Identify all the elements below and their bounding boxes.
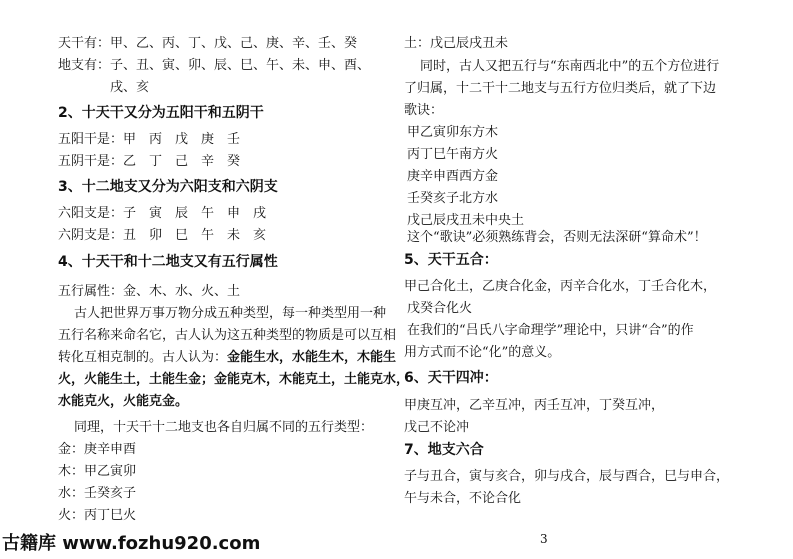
- text-line: 甲己合化土，乙庚合化金，丙辛合化水，丁壬合化木，: [404, 279, 717, 294]
- paragraph-line: 古人把世界万事万物分成五种类型，每一种类型用一种: [74, 306, 387, 321]
- section-heading: 4、十天干和十二地支又有五行属性: [58, 254, 278, 270]
- paragraph-line: [58, 349, 396, 367]
- section-heading: 6、天干四冲：: [404, 370, 498, 386]
- text-line: 土：戊己辰戌丑未: [404, 36, 509, 51]
- site-watermark: 古籍库 www.fozhu920.com: [2, 533, 261, 554]
- paragraph-line: 五行名称来命名它，古人认为这五种类型的物质是可以互相: [58, 328, 397, 343]
- section-heading: 2、十天干又分为五阳干和五阴干: [58, 105, 264, 121]
- paragraph-line: 歌诀：: [404, 103, 444, 118]
- text-line: 五行属性：金、木、水、火、土: [58, 284, 241, 299]
- text-line: 六阳支是：子 寅 辰 午 申 戌: [58, 206, 267, 221]
- verse-line: 甲乙寅卯东方木: [407, 125, 499, 140]
- verse-line: 丙丁巳午南方火: [407, 147, 499, 162]
- element-line: 水：壬癸亥子: [58, 486, 137, 501]
- text-line: 地支有：子、丑、寅、卯、辰、巳、午、未、申、酉、: [58, 58, 371, 73]
- verse-line: 壬癸亥子北方水: [407, 191, 499, 206]
- section-heading: 5、天干五合：: [404, 252, 498, 268]
- paragraph-line: 水能克火，火能克金。: [58, 394, 189, 409]
- paragraph-text: 转化互相克制的。古人认为：: [58, 350, 228, 365]
- text-line: 甲庚互冲，乙辛互冲，丙壬互冲，丁癸互冲，: [404, 398, 665, 413]
- left-page: [58, 0, 410, 559]
- verse-line: 戊己辰戌丑未中央土: [407, 213, 525, 228]
- section-heading: 7、地支六合: [404, 442, 484, 458]
- paragraph-line: 在我们的“吕氏八字命理学”理论中，只讲“合”的作: [407, 323, 694, 338]
- verse-line: 庚辛申酉西方金: [407, 169, 499, 184]
- element-line: 火：丙丁巳火: [58, 508, 137, 523]
- right-page: [404, 0, 734, 559]
- paragraph-line: 同理，十天干十二地支也各自归属不同的五行类型：: [74, 420, 374, 435]
- text-line: 五阴干是：乙 丁 己 辛 癸: [58, 154, 241, 169]
- paragraph-line: 火，火能生土，土能生金；金能克木，木能克土，土能克水，: [58, 372, 410, 387]
- emphasis-text: 金能生水，水能生木，木能生: [227, 350, 397, 365]
- text-line: 子与丑合，寅与亥合，卯与戌合，辰与酉合，巳与申合，: [404, 469, 730, 484]
- section-heading: 3、十二地支又分为六阳支和六阴支: [58, 179, 278, 195]
- paragraph-line: 这个“歌诀”必须熟练背会，否则无法深研“算命术”！: [407, 230, 707, 245]
- text-line: 天干有：甲、乙、丙、丁、戊、己、庚、辛、壬、癸: [58, 36, 358, 51]
- paragraph-line: 用方式而不论“化”的意义。: [404, 345, 561, 360]
- text-line: 戌、亥: [110, 80, 150, 95]
- page-number: 3: [540, 532, 548, 546]
- paragraph-line: 同时，古人又把五行与“东南西北中”的五个方位进行: [420, 59, 720, 74]
- text-line: 戊癸合化火: [407, 301, 473, 316]
- text-line: 午与未合，不论合化: [404, 491, 522, 506]
- paragraph-line: 了归属，十二干十二地支与五行方位归类后，就了下边: [404, 81, 717, 96]
- element-line: 木：甲乙寅卯: [58, 464, 137, 479]
- text-line: 六阴支是：丑 卯 巳 午 未 亥: [58, 228, 267, 243]
- text-line: 戊己不论冲: [404, 420, 470, 435]
- text-line: 五阳干是：甲 丙 戊 庚 壬: [58, 132, 241, 147]
- element-line: 金：庚辛申酉: [58, 442, 137, 457]
